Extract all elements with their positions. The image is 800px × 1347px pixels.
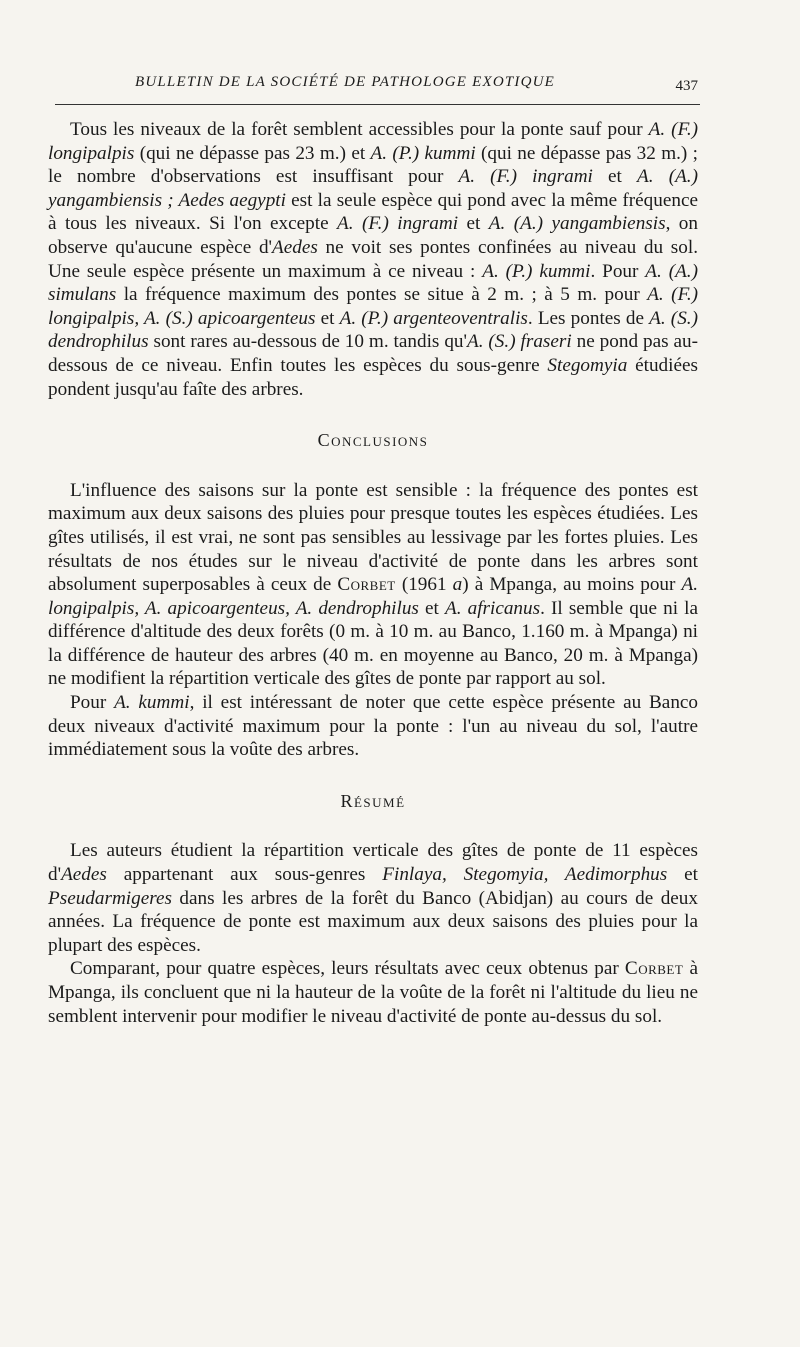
paragraph-resume-comparison: Comparant, pour quatre espèces, leurs résultats avec ceux obtenus par Corbet à Mpanga, ils concluent que ni la hauteur de la voûte de la forêt ni l'altitude du lieu ne semblent intervenir pour modifier le niveau d'activité de ponte au-dessus du sol. <box>48 958 698 1027</box>
paragraph-conclusions-kummi: Pour A. kummi, il est intéressant de noter que cette espèce présente au Banco deux niveaux d'activité maximum pour la ponte : l'un au niveau du sol, l'autre immédiatement sous la voûte des arbres. <box>48 692 699 761</box>
paragraph-species-levels: Tous les niveaux de la forêt semblent accessibles pour la ponte sauf pour A. (F.) longipalpis (qui ne dépasse pas 23 m.) et A. (P.) kummi (qui ne dépasse pas 32 m.) ; le nombre d'observations est insuffisant pour A. (F.) ingrami et A. (A.) yangambiensis ; Aedes aegypti est la seule espèce qui pond avec la même fréquence à tous les niveaux. Si l'on excepte A. (F.) ingrami et A. (A.) yangambiensis, on observe qu'aucune espèce d'Aedes ne voit ses pontes confinées au niveau du sol. Une seule espèce présente un maximum à ce niveau : A. (P.) kummi. Pour A. (A.) simulans la fréquence maximum des pontes se situe à 2 m. ; à 5 m. pour A. (F.) longipalpis, A. (S.) apicoargenteus et A. (P.) argenteoventralis. Les pontes de A. (S.) dendrophilus sont rares au-dessous de 10 m. tandis qu'A. (S.) fraseri ne pond pas au-dessous de ce niveau. Enfin toutes les espèces du sous-genre Stegomyia étudiées pondent jusqu'au faîte des arbres. <box>48 119 699 400</box>
paragraph-conclusions-seasons: L'influence des saisons sur la ponte est sensible : la fréquence des pontes est maximum aux deux saisons des pluies pour presque toutes les espèces étudiées. Les gîtes utilisés, il est vrai, ne sont pas sensibles au lessivage par les fortes pluies. Les résultats de nos études sur le niveau d'activité de ponte dans les arbres sont absolument superposables à ceux de Corbet (1961 a) à Mpanga, au moins pour A. longipalpis, A. apicoargenteus, A. dendrophilus et A. africanus. Il semble que ni la différence d'altitude des deux forêts (0 m. à 10 m. au Banco, 1.160 m. à Mpanga) ni la différence de hauteur des arbres (40 m. en moyenne au Banco, 20 m. à Mpanga) ne modifient la répartition verticale des gîtes de ponte par rapport au sol. <box>48 479 699 690</box>
running-header <box>55 72 700 105</box>
section-heading-resume: Résumé <box>340 790 406 811</box>
paragraph-resume-study: Les auteurs étudient la répartition verticale des gîtes de ponte de 11 espèces d'Aedes appartenant aux sous-genres Finlaya, Stegomyia, Aedimorphus et Pseudarmigeres dans les arbres de la forêt du Banco (Abidjan) au cours de deux années. La fréquence de ponte est maximum aux deux saisons des pluies pour la plupart des espèces. <box>48 840 698 956</box>
running-title: BULLETIN DE LA SOCIÉTÉ DE PATHOLOGE EXOTIQUE <box>135 74 556 90</box>
article-body <box>48 118 698 1028</box>
page-number: 437 <box>675 78 698 94</box>
section-heading-conclusions: Conclusions <box>317 430 429 451</box>
